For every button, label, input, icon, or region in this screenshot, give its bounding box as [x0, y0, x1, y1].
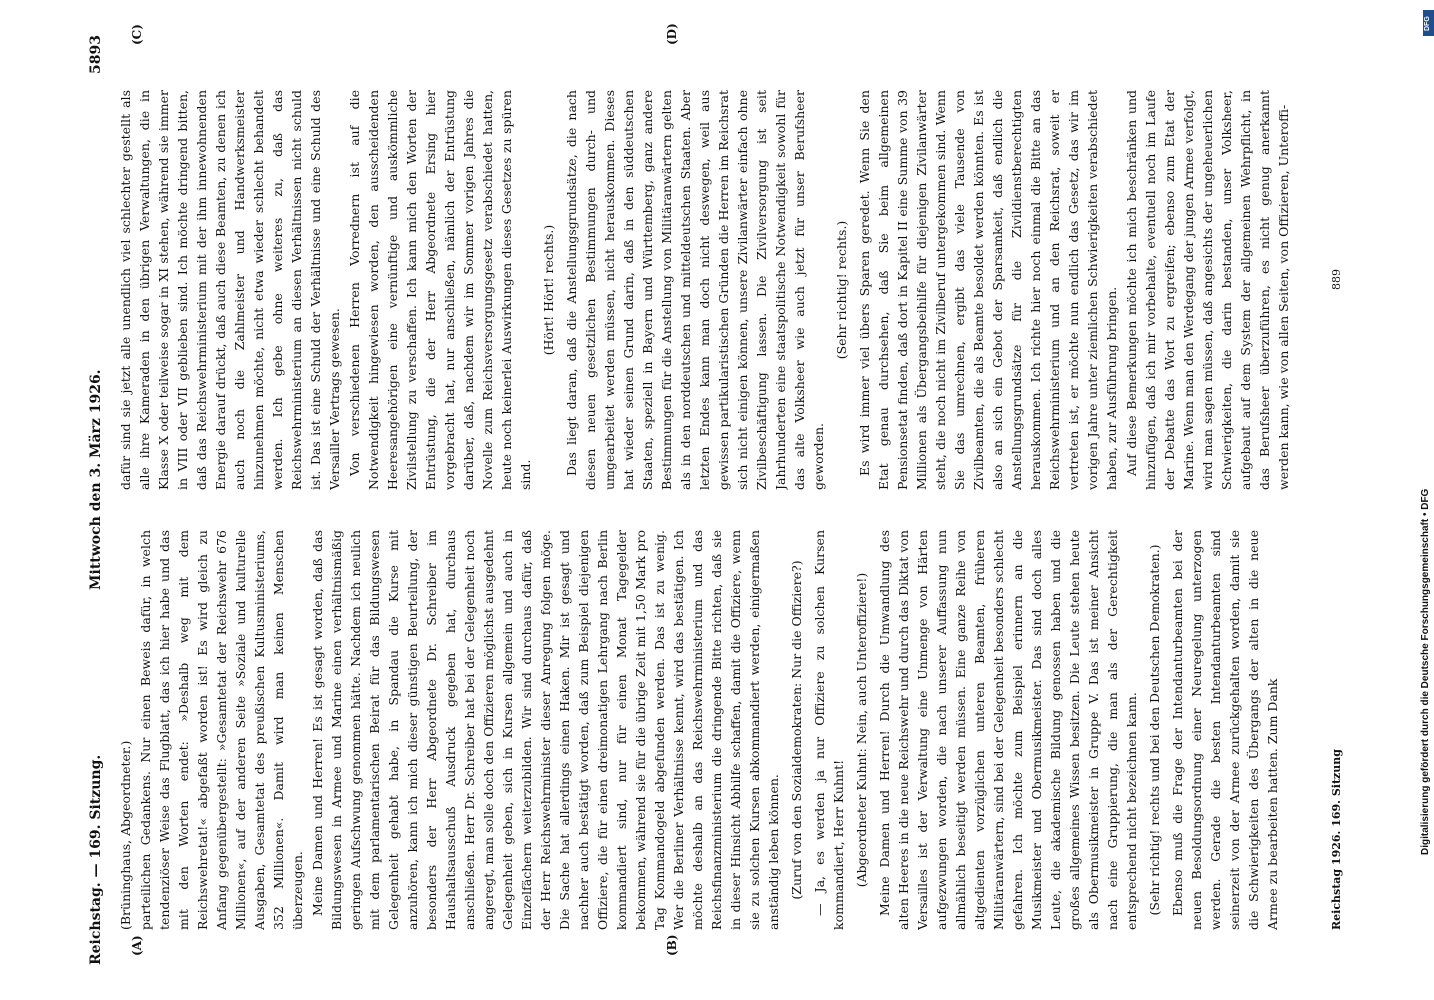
paragraph: Das liegt daran, daß die Anstellungsgrundsätze, die nach diesen neuen gesetzlichen Bestimmungen durch- und umgearbeitet werden müssen, nicht herauskommen. Dieses hat wieder seinen Grund darin, daß in den süddeutschen Staaten, speziell in Bayern und Württemberg, ganz andere Bestimmungen für die Anstellung von Militäranwärtern gelten als in den norddeutschen und mitteldeutschen Staaten. Aber letzten Endes kann man doch nicht deswegen, weil aus gewissen partikularistischen Gründen die Herren im Reichsrat sich nicht einigen können, unsere Zivilanwärter einfach ohne Zivilbeschäftigung lassen. Die Zivilversorgung ist seit Jahrhunderten eine staatspolitische Notwendigkeit sowohl für das alte Volksheer wie auch jetzt für unser Berufsheer geworden.: [564, 90, 826, 490]
header-left: Reichstag. — 169. Sitzung.: [88, 754, 104, 965]
speaker-line: (Brüninghaus, Abgeordneter.): [118, 740, 133, 930]
interjection: (Zuruf von den Sozialdemokraten: Nur die Offiziere?): [789, 560, 804, 900]
paragraph: dafür sind sie jetzt alle unendlich viel schlechter gestellt als alle ihre Kameraden in den übrigen Verwaltungen, die in Klasse X oder teilweise sogar in XI stehen, während sie immer in VIII oder VII geblieben sind. Ich möchte dringend bitten, daß das Reichswehrministerium mit der ihm innewohnenden Energie darauf drückt, daß auch diese Beamten, zu denen ich auch noch die Zahlmeister und Handwerksmeister hinzunehmen möchte, nicht etwa wieder schlecht behandelt werden. Ich gebe ohne weiteres zu, daß das Reichswehrministerium an diesen Verhältnissen nicht schuld ist. Das ist eine Schuld der Verhältnisse und eine Schuld des Versailler Vertrags gewesen.: [118, 90, 342, 490]
left-column: [116, 530, 1316, 930]
footer-right: 889: [1330, 269, 1343, 290]
paragraph: Ebenso muß die Frage der Intendanturbeamten bei der neuen Besoldungsordnung einer Neuregelung unterzogen werden. Gerade die besten Intendanturbeamten sind seinerzeit von der Armee zurückgehalten worden, damit sie die Schwierigkeiten des Übergangs der alten in die neue Armee zu bearbeiten hatten. Zum Dank: [1170, 530, 1280, 930]
digitization-notice: Digitalisierung gefördert durch die Deutsche Forschungsgemeinschaft • DFG: [1420, 488, 1431, 855]
margin-mark-d: (D): [665, 23, 679, 45]
interjection: (Sehr richtig! rechts und bei den Deutschen Demokraten.): [1147, 544, 1162, 916]
interjection: (Sehr richtig! rechts.): [834, 220, 849, 360]
margin-mark-c: (C): [130, 24, 144, 45]
rotated-page: [80, 23, 1380, 970]
paragraph: Meine Damen und Herren! Durch die Umwandlung des alten Heeres in die neue Reichswehr und durch das Diktat von Versailles ist der Verwaltung eine Unmenge von Härten aufgezwungen worden, die nach unserer Auffassung nun allmählich beseitigt werden müssen. Eine ganze Reihe von altgedienten vorzüglichen unteren Beamten, früheren Militäranwärtern, sind bei der Gelegenheit besonders schlecht gefahren. Ich möchte zum Beispiel erinnern an die Musikmeister und Obermusikmeister. Das sind doch alles Leute, die akademische Bildung genossen haben und die großes allgemeines Wissen besitzen. Die Leute stehen heute als Obermusikmeister in Gruppe V. Das ist meiner Ansicht nach eine Gruppierung, die man als der Gerechtigkeit entsprechend nicht bezeichnen kann.: [877, 530, 1139, 930]
dfg-logo-label: DFG: [1424, 16, 1431, 31]
paragraph: Meine Damen und Herren! Es ist gesagt worden, daß das Bildungswesen in Armee und Marine einen verhältnismäßig geringen Aufschwung genommen hätte. Nachdem ich neulich mit dem parlamentarischen Beirat für das Bildungswesen Gelegenheit gehabt habe, in Spandau die Kurse mit anzuhören, kann ich mich dieser günstigen Beurteilung, der besonders der Herr Abgeordnete Dr. Schreiber im Haushaltsausschuß Ausdruck gegeben hat, durchaus anschließen. Herr Dr. Schreiber hat bei der Gelegenheit noch angeregt, man solle doch den Offizieren möglichst ausgedehnt Gelegenheit geben, sich in Kursen allgemein und auch in Einzelfächern weiterzubilden. Wir sind durchaus dafür, daß der Herr Reichswehrminister dieser Anregung folgen möge. Die Sache hat allerdings einen Haken. Mir ist gesagt und nachher auch bestätigt worden, daß zum Beispiel diejenigen Offiziere, die für einen dreimonatigen Lehrgang nach Berlin kommandiert sind, nur für einen Monat Tagegelder bekommen, während sie für die übrige Zeit mit 1,50 Mark pro Tag Kommandogeld abgefunden werden. Das ist zu wenig. Wer die Berliner Verhältnisse kennt, wird das bestätigen. Ich möchte deshalb an das Reichswehrministerium und das Reichsfinanzministerium die dringende Bitte richten, daß sie in dieser Hinsicht Abhilfe schaffen, damit die Offiziere, wenn sie zu solchen Kursen abkommandiert werden, einigermaßen anständig leben können.: [310, 530, 781, 930]
paragraph: Von verschiedenen Herren Vorrednern ist auf die Notwendigkeit hingewiesen worden, den ausscheidenden Heeresangehörigen eine vernünftige und auskömmliche Zivilstellung zu verschaffen. Ich kann mich den Worten der Entrüstung, die der Herr Abgeordnete Ersing hier vorgebracht hat, nur anschließen, nämlich der Entrüstung darüber, daß, nachdem wir im Sommer vorigen Jahres die Novelle zum Reichsversorgungsgesetz verabschiedet hatten, heute noch keinerlei Auswirkungen dieses Gesetzes zu spüren sind.: [347, 90, 533, 490]
paragraph: Auf diese Bemerkungen möchte ich mich beschränken und hinzufügen, daß ich mir vorbehalte, eventuell noch im Laufe der Debatte das Wort zu ergreifen; ebenso zum Etat der Marine. Wenn man den Werdegang der jungen Armee verfolgt, wird man sagen müssen, daß angesichts der ungeheuerlichen Schwierigkeiten, die darin bestanden, unser Volksheer, aufgebaut auf dem System der allgemeinen Wehrpflicht, in das Berufsheer überzuführen, es nicht genug anerkannt werden kann, wie von allen Seiten, von Offizieren, Unteroffi-: [1124, 90, 1291, 490]
interjection: (Abgeordneter Kuhnt: Nein, auch Unteroffiziere!): [854, 572, 869, 888]
margin-mark-b: (B): [665, 934, 679, 956]
paragraph: parteilichen Gedankens. Nur einen Beweis dafür, in welch tendenziöser Weise das Flugblatt, das ich hier habe und das mit den Worten endet: »Deshalb weg mit dem Reichswehretat!« abgefaßt worden ist! Es wird gleich zu Anfang gegenübergestellt: »Gesamtetat der Reichswehr 676 Millionen«, auf der anderen Seite »Soziale und kulturelle Ausgaben, Gesamtetat des preußischen Kultusministeriums, 352 Millionen«. Damit wird man keinen Menschen überzeugen.: [138, 530, 305, 930]
right-column: [116, 90, 1316, 490]
interjection: (Hört! Hört! rechts.): [541, 224, 556, 356]
paragraph: — Ja, es werden ja nur Offiziere zu solchen Kursen kommandiert, Herr Kuhnt!: [812, 530, 846, 930]
margin-mark-a: (A): [130, 935, 144, 956]
page-header: [80, 30, 110, 970]
footer-left: Reichstag 1926. 169. Sitzung: [1330, 749, 1343, 930]
header-date: Mittwoch den 3. März 1926.: [88, 369, 104, 590]
paragraph: Es wird immer viel übers Sparen geredet. Wenn Sie den Etat genau durchsehen, daß Sie beim allgemeinen Pensionsetat finden, daß dort in Kapitel II eine Summe von 39 Millionen als Übergangsbeihilfe für diejenigen Zivilanwärter steht, die noch nicht im Zivilberuf untergekommen sind. Wenn Sie das umrechnen, ergibt das viele Tausende von Zivilbeamten, die als Beamte besoldet werden könnten. Es ist also an sich ein Gebot der Sparsamkeit, daß endlich die Anstellungsgrundsätze für die Zivildienstberechtigten herauskommen. Ich richte hier noch einmal die Bitte an das Reichswehrministerium und an den Reichsrat, soweit er vertreten ist, er möchte nun endlich das Gesetz, das wir im vorigen Jahre unter ziemlichen Schwierigkeiten verabschiedet haben, zur Ausführung bringen.: [857, 90, 1119, 490]
page-number: 5893: [88, 35, 104, 74]
